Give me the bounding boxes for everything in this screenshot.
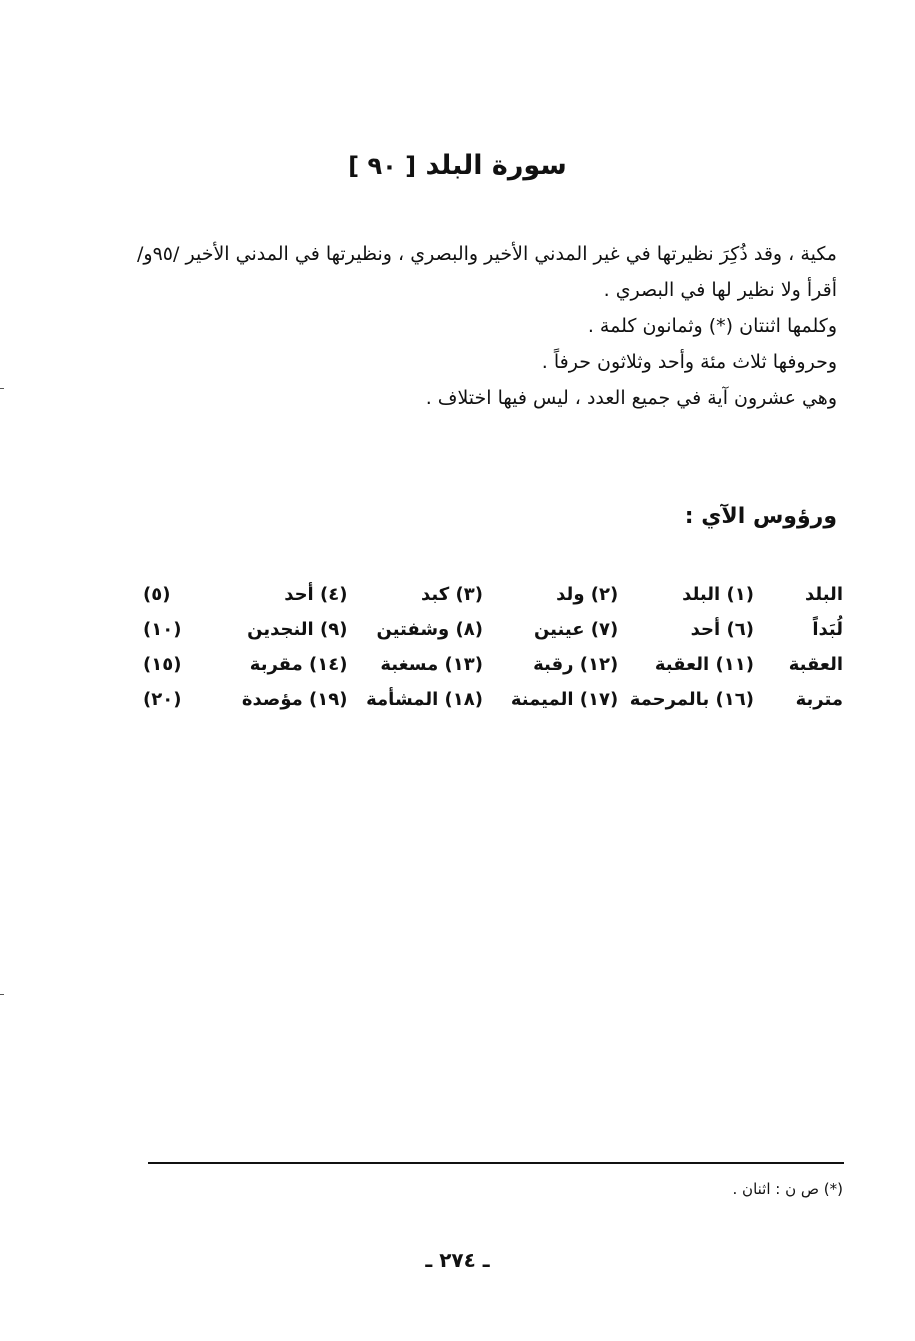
table-cell: البلد [804, 584, 843, 605]
table-cell: (٨) وشفتين [376, 619, 483, 640]
surah-number: [ ٩٠ ] [348, 152, 417, 180]
surah-intro [137, 236, 837, 416]
table-cell: (١٥) [143, 654, 182, 675]
surah-name: سورة البلد [425, 150, 567, 181]
table-cell: (٧) عينين [533, 619, 619, 640]
margin-mark [0, 994, 4, 995]
table-cell: (١٠) [143, 619, 182, 640]
table-cell: (٥) [143, 584, 171, 605]
verse-endings-table [143, 577, 843, 717]
footnote-divider [148, 1162, 844, 1164]
intro-line-revelation: مكية ، وقد ذُكِرَ نظيرتها في غير المدني الأخير والبصري ، ونظيرتها في المدني الأخير /٩٥و/ أقرأ ولا نظير لها في البصري . [137, 243, 837, 301]
table-row [143, 577, 843, 612]
table-cell: (٢) ولد [556, 584, 619, 605]
table-cell: (١٦) بالمرحمة [629, 689, 754, 710]
footnote: (*) ص ن : اثنان . [732, 1180, 843, 1198]
table-row [143, 612, 843, 647]
table-cell: (٣) كبد [421, 584, 483, 605]
table-cell: متربة [795, 689, 843, 710]
page-number: ـ ٢٧٤ ـ [425, 1248, 490, 1272]
table-cell: (١٨) المشأمة [366, 689, 483, 710]
intro-line-letter-count: وحروفها ثلاث مئة وأحد وثلاثون حرفاً . [541, 351, 837, 373]
table-cell: (١٧) الميمنة [510, 689, 619, 710]
table-cell: لُبَداً [812, 619, 843, 640]
verse-endings-heading: ورؤوس الآي : [684, 504, 837, 529]
table-cell: (٦) أحد [690, 619, 754, 640]
surah-title [0, 150, 915, 181]
table-cell: (١٩) مؤصدة [241, 689, 348, 710]
table-cell: (١٢) رقبة [533, 654, 619, 675]
margin-mark [0, 388, 4, 389]
table-cell: العقبة [788, 654, 843, 675]
table-row [143, 682, 843, 717]
table-cell: (٢٠) [143, 689, 182, 710]
intro-line-verse-count: وهي عشرون آية في جميع العدد ، ليس فيها اختلاف . [425, 387, 837, 409]
table-cell: (٩) النجدين [247, 619, 348, 640]
table-cell: (١٤) مقربة [249, 654, 348, 675]
table-cell: (٤) أحد [284, 584, 348, 605]
table-row [143, 647, 843, 682]
table-cell: (١٣) مسغبة [380, 654, 483, 675]
table-cell: (١١) العقبة [654, 654, 754, 675]
table-cell: (١) البلد [682, 584, 754, 605]
intro-line-word-count: وكلمها اثنتان (*) وثمانون كلمة . [587, 315, 837, 337]
